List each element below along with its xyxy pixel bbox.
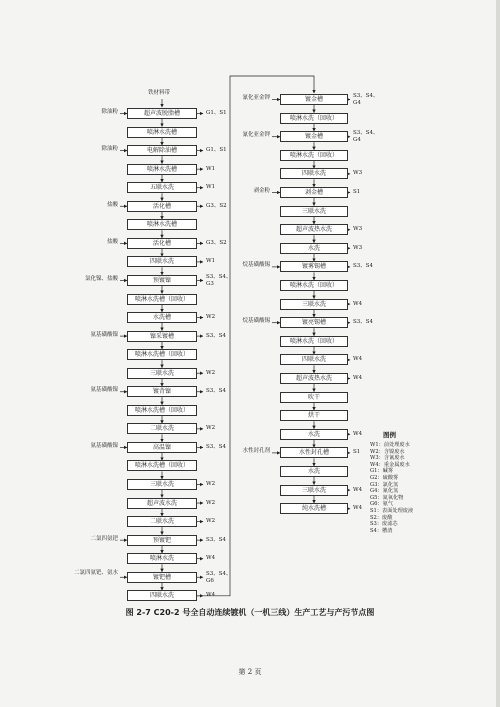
- right_column-step-20: 水性封孔槽: [280, 447, 348, 458]
- right_column-input-6: 剥金粉: [253, 188, 270, 194]
- start-label: 铁材料带: [148, 90, 171, 96]
- left_column-output-1: G1、S1: [206, 110, 227, 116]
- left_column-step-25: 喷淋水洗: [127, 553, 197, 564]
- left_column-input-13: 氨基磺酸镍: [90, 331, 118, 338]
- left_column-output-9: W1: [206, 258, 216, 265]
- legend-item: S4：槽渣: [370, 527, 393, 534]
- right_column-step-3: 镀金槽: [280, 131, 348, 142]
- left_column-output-18: W2: [206, 425, 216, 432]
- right_column-input-1: 氰化亚金钾: [242, 95, 270, 101]
- right_column-output-16: W4: [353, 375, 363, 381]
- legend-item: G4：氰化氢: [370, 488, 399, 495]
- left_column-input-1: 除油粉: [101, 109, 118, 115]
- right_column-step-4: 喷淋水洗（回收）: [280, 150, 348, 161]
- left_column-input-6: 盐酸: [106, 201, 118, 208]
- left_column-input-10: 氯化镍、盐酸: [84, 275, 118, 282]
- left_column-step-21: 三联水洗: [127, 479, 197, 490]
- legend-title: 图例: [383, 431, 396, 439]
- figure-caption: 图 2-7 C20-2 号全自动连续镀机（一机三线）生产工艺与产污节点图: [125, 608, 375, 617]
- left_column-output-4: W1: [206, 165, 216, 172]
- left_column-output-12: W2: [206, 314, 216, 321]
- left_column-output-22: W2: [206, 499, 216, 506]
- left_column-step-11: 喷淋水洗槽（回收）: [127, 294, 197, 305]
- left_column-step-12: 水洗槽: [127, 312, 197, 323]
- left_column-output-26: S3、S4、G6: [206, 570, 232, 584]
- right_column-step-10: 镀雾锡槽: [280, 261, 348, 272]
- legend-item: W1：前处理废水: [370, 442, 410, 448]
- right_column-step-18: 烘干: [280, 410, 348, 421]
- right_column-output-10: S3、S4: [353, 263, 374, 270]
- left_column-step-5: 五联水洗: [127, 182, 197, 193]
- right_column-step-16: 超声波热水洗: [280, 373, 348, 384]
- right_column-step-5: 四联水洗: [280, 168, 348, 179]
- right_column-step-19: 水洗: [280, 429, 348, 440]
- right_column-step-1: 镀金槽: [280, 94, 348, 105]
- right_column-output-13: S3、S4: [353, 319, 374, 326]
- right_column-step-21: 水洗: [280, 466, 348, 477]
- left_column-step-1: 超声波脱脂槽: [127, 108, 197, 119]
- right_column-output-23: W4: [353, 505, 363, 512]
- left_column-step-26: 镀钯槽: [127, 572, 197, 583]
- left_column-step-20: 喷淋水洗槽（回收）: [127, 460, 197, 471]
- right_column-output-1: S3、S4、G4: [353, 93, 379, 106]
- right_column-step-13: 镀亮锡槽: [280, 317, 348, 328]
- right_column-step-9: 水洗: [280, 243, 348, 254]
- left_column-step-16: 镀背镍: [127, 386, 197, 397]
- right_column-step-7: 三联水洗: [280, 206, 348, 217]
- page-number: 第 2 页: [238, 668, 262, 676]
- right_column-step-23: 纯水洗槽: [280, 503, 348, 514]
- left_column-step-7: 喷淋水洗槽: [127, 219, 197, 230]
- legend-item: G3：氯化氢: [370, 481, 399, 488]
- left_column-step-6: 活化槽: [127, 201, 197, 212]
- left_column-input-16: 氨基磺酸镍: [90, 387, 118, 394]
- right_column-step-6: 剥金槽: [280, 187, 348, 198]
- right_column-output-19: W4: [353, 430, 363, 437]
- right_column-output-22: W4: [353, 486, 363, 493]
- right_column-step-11: 喷淋水洗（回收）: [280, 280, 348, 291]
- left_column-output-19: S3、S4: [206, 443, 227, 450]
- left_column-step-17: 喷淋水洗槽（回收）: [127, 405, 197, 416]
- left_column-step-2: 喷淋水洗槽: [127, 127, 197, 138]
- left_column-input-26: 二氯四氨钯、氨水: [73, 569, 118, 576]
- legend-item: W4：重金属废水: [370, 461, 410, 468]
- right_column-input-3: 氰化亚金钾: [242, 132, 270, 139]
- left_column-output-8: G3、S2: [206, 239, 227, 246]
- left_column-step-3: 电解除油槽: [127, 145, 197, 156]
- right_column-step-22: 三联水洗: [280, 485, 348, 496]
- right_column-step-14: 喷淋水洗（回收）: [280, 336, 348, 347]
- right_column-step-17: 吹干: [280, 392, 348, 403]
- right_column-input-13: 烷基磺酸锡: [242, 318, 270, 325]
- left_column-output-13: S3、S4: [206, 332, 227, 339]
- left_column-output-23: W2: [206, 518, 216, 525]
- left_column-step-14: 喷淋水洗槽（回收）: [127, 349, 197, 360]
- left_column-output-10: S3、S4、G3: [206, 273, 232, 287]
- right_column-output-8: W3: [353, 226, 363, 233]
- right_column-output-20: S1: [353, 449, 361, 456]
- left_column-output-21: W2: [206, 481, 216, 487]
- right_column-input-20: 水性封孔剂: [242, 448, 270, 455]
- left_column-output-3: G1、S1: [206, 147, 227, 154]
- left_column-output-6: G3、S2: [206, 202, 227, 209]
- left_column-input-24: 二氯四氨钯: [90, 535, 118, 542]
- right_column-output-15: W4: [353, 356, 363, 363]
- left_column-input-19: 氨基磺酸镍: [90, 442, 118, 449]
- right_column-input-10: 烷基磺酸锡: [242, 262, 270, 269]
- left_column-step-23: 二联水洗: [127, 516, 197, 527]
- left_column-step-19: 高温镍: [127, 442, 197, 453]
- right_column-output-12: W4: [353, 300, 363, 307]
- left_column-step-9: 四联水洗: [127, 256, 197, 267]
- right_column-output-5: W3: [353, 170, 363, 177]
- legend-item: G2：硫酸雾: [370, 475, 399, 481]
- legend-item: G1：碱雾: [370, 468, 394, 475]
- left_column-step-13: 镍采镀槽: [127, 331, 197, 342]
- left_column-output-25: W4: [206, 555, 216, 562]
- right_column-output-9: W3: [353, 244, 363, 251]
- legend-item: W2：含镍废水: [370, 448, 405, 455]
- right_column-output-3: S3、S4、G4: [353, 130, 379, 144]
- left_column-step-15: 三联水洗: [127, 368, 197, 379]
- left_column-step-22: 超声波水洗: [127, 498, 197, 509]
- right_column-step-2: 喷淋水洗（回收）: [280, 113, 348, 124]
- legend-item: G6：氨气: [370, 501, 394, 508]
- left_column-output-27: W4: [206, 592, 216, 599]
- left_column-output-15: W2: [206, 369, 216, 376]
- right_column-step-8: 超声波热水洗: [280, 224, 348, 235]
- left_column-input-8: 盐酸: [106, 238, 118, 245]
- left_column-output-24: S3、S4: [206, 536, 227, 543]
- left_column-step-10: 预镀镍: [127, 275, 197, 286]
- left_column-step-18: 二联水洗: [127, 423, 197, 434]
- legend-item: S3：废滤芯: [370, 521, 398, 528]
- legend-item: G5：氮氧化物: [370, 494, 404, 501]
- legend-item: S2：废酸: [370, 514, 393, 521]
- right_column-step-15: 四联水洗: [280, 354, 348, 365]
- right_column-step-12: 三联水洗: [280, 299, 348, 310]
- left_column-input-3: 除油粉: [101, 146, 118, 153]
- legend-item: S1：表面处理废液: [370, 508, 414, 514]
- left_column-output-5: W1: [206, 184, 216, 191]
- left_column-step-8: 活化槽: [127, 238, 197, 249]
- left_column-output-16: S3、S4: [206, 388, 227, 395]
- left_column-step-24: 预镀钯: [127, 535, 197, 546]
- left_column-step-27: 四联水洗: [127, 590, 197, 601]
- legend-item: W3：含氰废水: [370, 455, 405, 462]
- right_column-output-6: S1: [353, 189, 361, 195]
- left_column-step-4: 喷淋水洗槽: [127, 164, 197, 175]
